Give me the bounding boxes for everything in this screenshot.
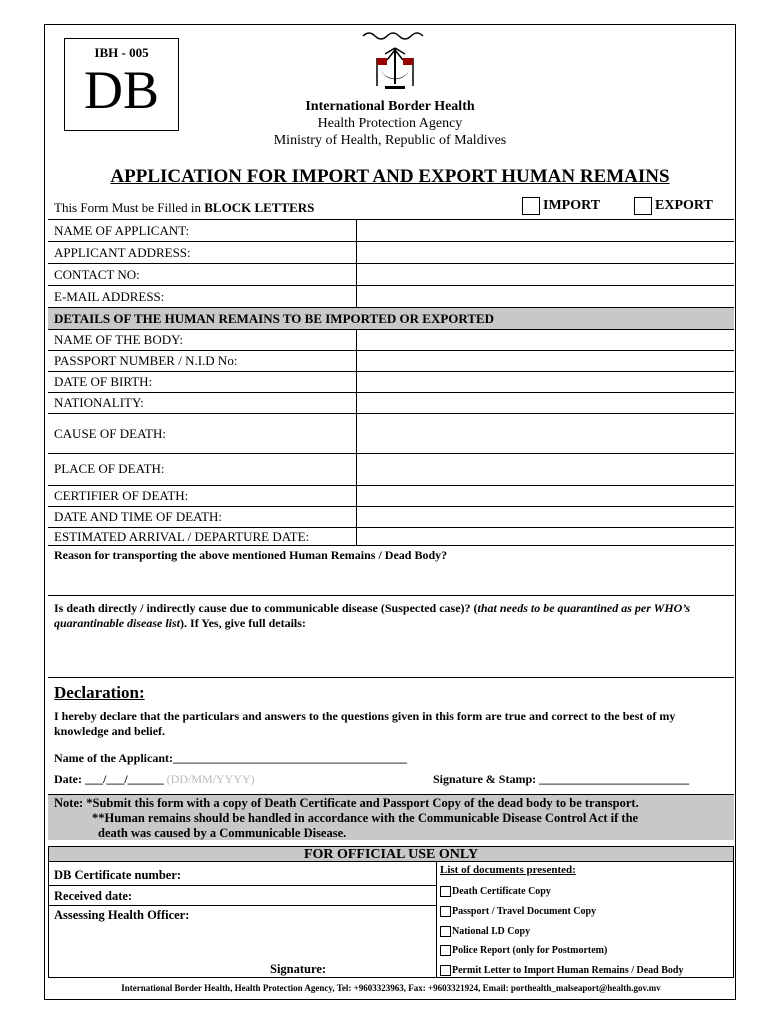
note-line1: Note: *Submit this form with a copy of Death Certificate and Passport Copy of the dead body to be transport.: [54, 796, 639, 810]
doc-police-report[interactable]: [440, 945, 607, 956]
disease-question-part1: Is death directly / indirectly cause due to communicable disease (Suspected case)? (: [54, 601, 478, 615]
applicant-name-label: NAME OF APPLICANT:: [54, 223, 190, 238]
dob-label: DATE OF BIRTH:: [54, 374, 153, 389]
checkbox-icon[interactable]: [440, 926, 451, 937]
note-line3: death was caused by a Communicable Disease.: [98, 826, 347, 840]
disease-question-part2: ). If Yes, give full details:: [180, 616, 306, 630]
place-label: PLACE OF DEATH:: [54, 461, 165, 476]
docs-list-title: List of documents presented:: [440, 864, 576, 876]
declaration-text: I hereby declare that the particulars and answers to the questions given in this form are true and correct to the best of my knowledge and belief.: [54, 709, 676, 738]
note-box: [48, 794, 734, 840]
checkbox-icon[interactable]: [440, 965, 451, 976]
doc-label: Police Report (only for Postmortem): [452, 945, 608, 956]
official-rule-2: [48, 905, 436, 906]
official-divider: [436, 862, 437, 978]
sub-agency: Health Protection Agency: [317, 116, 463, 131]
declaration-title: Declaration:: [54, 683, 145, 702]
applicant-address-input[interactable]: [357, 242, 734, 263]
details-header: DETAILS OF THE HUMAN REMAINS TO BE IMPORTED OR EXPORTED: [48, 307, 734, 329]
import-checkbox[interactable]: [522, 197, 600, 215]
instruction-text: [54, 200, 314, 216]
doc-label: National I.D Copy: [452, 926, 531, 937]
maldives-emblem-icon: [355, 28, 435, 94]
dob-input[interactable]: [357, 372, 734, 392]
agency-name: International Border Health: [305, 99, 475, 114]
doc-label: Death Certificate Copy: [452, 886, 551, 897]
official-signature-label: Signature:: [270, 962, 327, 976]
checkbox-icon[interactable]: [440, 886, 451, 897]
doc-passport[interactable]: [440, 906, 596, 917]
instruction-prefix: This Form Must be Filled in: [54, 200, 205, 215]
import-checkbox-box[interactable]: [522, 197, 540, 215]
date-hint: (DD/MM/YYYY): [166, 772, 255, 786]
email-label: E-MAIL ADDRESS:: [54, 289, 165, 304]
received-date-label: Received date:: [54, 889, 133, 903]
export-label: EXPORT: [655, 198, 713, 213]
doc-national-id[interactable]: [440, 926, 530, 937]
signature-stamp-line[interactable]: Signature & Stamp: _________________________: [433, 772, 690, 786]
checkbox-icon[interactable]: [440, 945, 451, 956]
contact-label: CONTACT NO:: [54, 267, 140, 282]
doc-death-certificate[interactable]: [440, 886, 551, 897]
place-input[interactable]: [357, 454, 734, 485]
date-line[interactable]: [54, 772, 255, 787]
export-checkbox[interactable]: [634, 197, 713, 215]
arrival-input[interactable]: [357, 528, 734, 545]
applicant-address-label: APPLICANT ADDRESS:: [54, 245, 191, 260]
form-title: APPLICATION FOR IMPORT AND EXPORT HUMAN REMAINS: [110, 166, 670, 187]
db-cert-label: DB Certificate number:: [54, 868, 182, 882]
doc-label: Passport / Travel Document Copy: [452, 906, 597, 917]
date-label: Date: ___/___/______: [54, 772, 164, 786]
nationality-input[interactable]: [357, 393, 734, 413]
export-checkbox-box[interactable]: [634, 197, 652, 215]
passport-label: PASSPORT NUMBER / N.I.D No:: [54, 353, 238, 368]
nationality-label: NATIONALITY:: [54, 395, 144, 410]
instruction-bold: BLOCK LETTERS: [204, 200, 315, 215]
certifier-input[interactable]: [357, 486, 734, 506]
checkbox-icon[interactable]: [440, 906, 451, 917]
form-code: IBH - 005: [94, 45, 149, 60]
ministry: Ministry of Health, Republic of Maldives: [273, 133, 507, 148]
doc-label: Permit Letter to Import Human Remains / Dead Body: [452, 965, 684, 976]
disease-question: [54, 601, 730, 631]
official-rule-1: [48, 885, 436, 886]
passport-input[interactable]: [357, 351, 734, 371]
health-officer-label: Assessing Health Officer:: [54, 908, 190, 922]
note-line2: **Human remains should be handled in accordance with the Communicable Disease Control Act if the: [92, 811, 639, 825]
datetime-label: DATE AND TIME OF DEATH:: [54, 509, 223, 524]
form-abbrev: DB: [83, 60, 159, 120]
form-code-box: [64, 38, 179, 131]
import-label: IMPORT: [543, 198, 601, 213]
body-name-input[interactable]: [357, 330, 734, 350]
footer-contact: International Border Health, Health Protection Agency, Tel: +9603323963, Fax: +9603321924, Email: porthealth_malseaport@health.gov.mv: [121, 983, 661, 993]
agency-block: [240, 98, 540, 149]
datetime-input[interactable]: [357, 507, 734, 527]
contact-input[interactable]: [357, 264, 734, 285]
applicant-name-input[interactable]: [357, 220, 734, 241]
applicant-name-line[interactable]: Name of the Applicant:_______________________________________: [54, 751, 407, 765]
certifier-label: CERTIFIER OF DEATH:: [54, 488, 189, 503]
arrival-label: ESTIMATED ARRIVAL / DEPARTURE DATE:: [54, 529, 310, 544]
cause-label: CAUSE OF DEATH:: [54, 426, 166, 441]
disease-question-italic: that needs to be quarantined as per WHO’s quarantinable disease list: [54, 601, 691, 630]
reason-question: Reason for transporting the above mentioned Human Remains / Dead Body?: [54, 548, 448, 562]
body-name-label: NAME OF THE BODY:: [54, 332, 183, 347]
cause-input[interactable]: [357, 414, 734, 453]
official-use-header: FOR OFFICIAL USE ONLY: [48, 846, 734, 862]
doc-permit-letter[interactable]: [440, 965, 683, 976]
email-input[interactable]: [357, 286, 734, 307]
